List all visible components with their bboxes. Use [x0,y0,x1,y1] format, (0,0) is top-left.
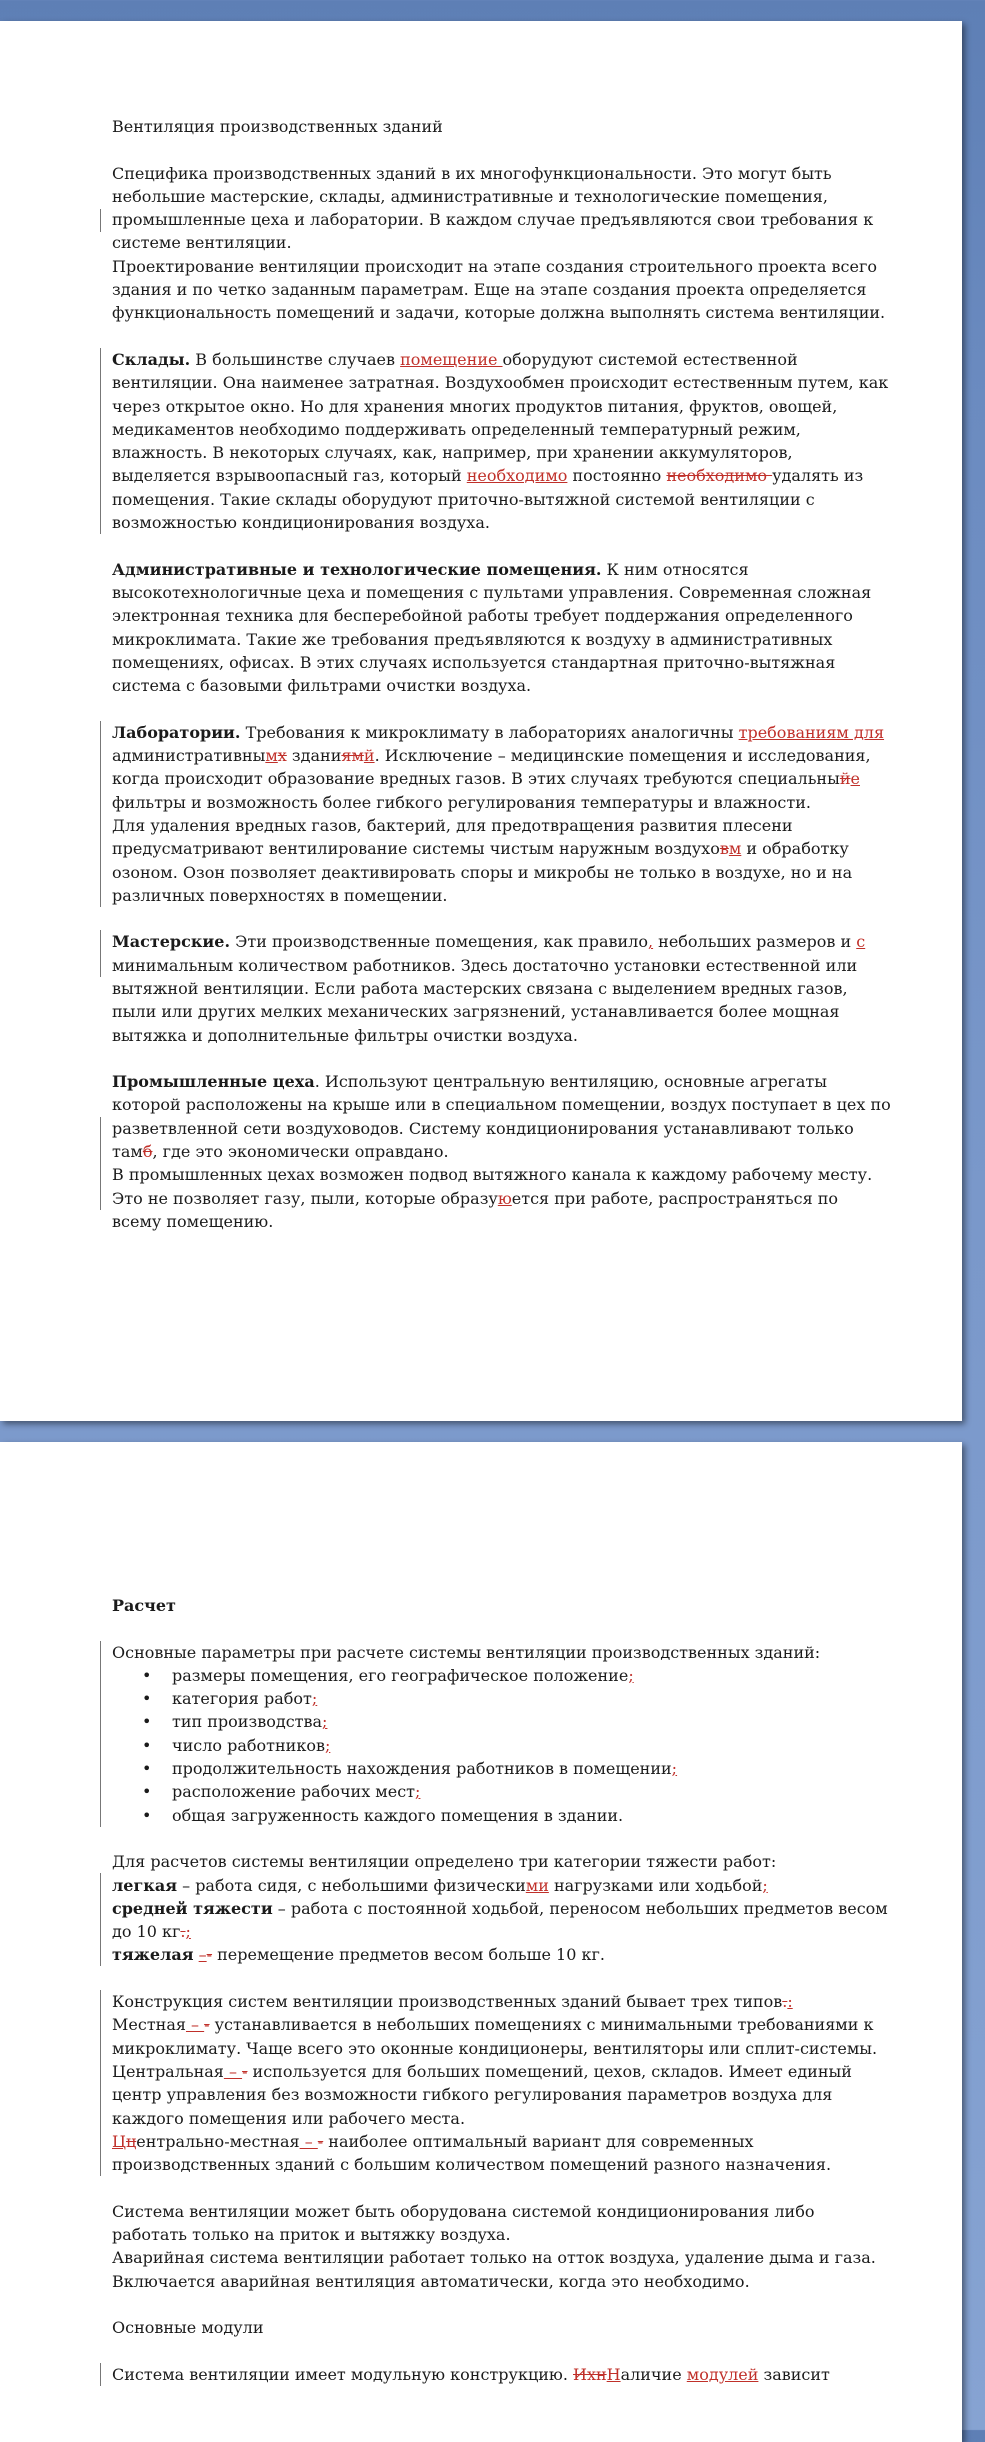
construction-intro [112,1990,892,2013]
insertion: ; [762,1875,768,1895]
deletion: ям [341,746,364,766]
text-run: – работа сидя, с небольшими физически [177,1875,526,1895]
text-run: нагрузками или ходьбой [548,1875,763,1895]
lab-heading: Лаборатории. [112,722,241,742]
change-bar [100,1117,101,1210]
list-item-text: размеры помещения, его географическое положение [172,1665,629,1685]
text-run: аличие [620,2364,687,2384]
text-run: Требования к микроклимату в лабораториях аналогичны [240,722,739,742]
insertion: необходимо [466,466,568,486]
insertion: ю [497,1188,512,1208]
insertion: м [728,839,742,859]
text-run: используется для больших помещений, цехов, складов. Имеет единый центр управления без возможности гибкого регулирования параметров воздуха для каждого помещения или рабочего места. [112,2061,852,2128]
category-medium [112,1897,892,1944]
lab-paragraph-1 [112,721,892,814]
list-item-text: категория работ [172,1689,312,1709]
deletion: ц [125,2131,137,2151]
change-bar [100,209,101,232]
system-paragraph-1: Система вентиляции может быть оборудована системой кондиционирования либо работать только на приток и вытяжку воздуха. [112,2201,815,2245]
deletion: - [206,1945,213,1965]
text-run: небольших размеров и [653,932,857,952]
list-item [172,1687,892,1710]
insertion: ; [628,1665,634,1685]
text-run: ется при работе, распространяться по всему помещению. [112,1188,839,1231]
insertion: ми [525,1875,549,1895]
section-title-text: Расчет [112,1596,176,1615]
document-page-1 [0,21,962,1421]
deletion: - [242,2061,248,2081]
insertion: ; [671,1759,678,1779]
insertion: й [363,746,375,766]
text-run: Эти производственные помещения, как правило [230,932,648,952]
list-item-text: число работников [172,1735,325,1755]
list-item [172,1710,892,1733]
text-run: устанавливается в небольших помещениях с минимальными требованиями к микроклимату. Чаще всего это оконные кондиционеры, вентиляторы или сплит-системы. [112,2015,878,2058]
deletion: необходимо [666,466,773,486]
admin-paragraph [112,558,892,698]
insertion: – [223,2061,243,2081]
text-run: В большинстве случаев [190,349,401,369]
text-run: наиболее оптимальный вариант для современных производственных зданий с большим количеством помещений разного назначения. [112,2131,832,2175]
admin-heading: Административные и технологические помещения. [112,559,602,579]
params-block [112,1641,892,1827]
categories-block [112,1850,892,1966]
deletion: . [180,1922,186,1942]
list-item [172,1804,892,1827]
master-paragraph [112,930,892,1046]
text-run: К ним относятся высокотехнологичные цеха и помещения с пультами управления. Современная сложная электронная техника для бесперебойной работы требует поддержания определенного микроклимата. Такие же требования предъявляются к воздуху в административных помещениях, офисах. В этих случаях используется стандартная приточно-вытяжная система с базовыми фильтрами очистки воздуха. [112,559,872,696]
section-title [112,1594,892,1617]
text-run: перемещение предметов весом больше 10 кг. [212,1945,605,1965]
text-run: , где это экономически оправдано. [152,1142,449,1162]
insertion: ; [185,1922,191,1942]
master-block [112,930,892,1046]
category-heavy-title: тяжелая [112,1945,194,1965]
category-medium-title: средней тяжести [112,1898,273,1918]
insertion: – [198,1945,207,1965]
text-run: ентрально-местная [136,2131,300,2151]
text-run: . Исключение – медицинские помещения и исследования, когда происходит образование вредных газов. В этих случаях требуются специальны [112,746,871,789]
page-1-content [112,115,892,1233]
document-page-2 [0,1442,962,2442]
lab-paragraph-2 [112,814,892,907]
insertion: – [299,2131,318,2151]
list-item [172,1780,892,1803]
intro-paragraph-2: Проектирование вентиляции происходит на этапе создания строительного проекта всего здания и по четко заданным параметрам. Еще на этапе создания проекта определяется функциональность помещений и задачи, которые должна выполнять система вентиляции. [112,256,886,323]
intro-block [112,162,892,325]
type-central [112,2060,892,2130]
text-run: постоянно [567,466,667,486]
deletion: в [719,839,729,859]
text-run: зависит [758,2364,830,2384]
list-item [172,1734,892,1757]
ceh-heading: Промышленные цеха [112,1072,315,1092]
insertion: помещение [400,349,503,369]
ceh-block [112,1070,892,1233]
text-run: оборудуют системой естественной вентиляции. Она наименее затратная. Воздухообмен происходит естественным путем, как через открытое окно. Но для хранения многих продуктов питания, фруктов, овощей, медикаментов необходимо поддерживать определенный температурный режим, влажность. В некоторых случаях, как, например, при хранении аккумуляторов, выделяется взрывоопасный газ, который [112,349,889,486]
text-run: В промышленных цехах возможен подвод вытяжного канала к каждому рабочему месту. Это не позволяет газу, пыли, которые образу [112,1165,873,1208]
insertion: модулей [686,2364,759,2384]
modules-heading: Основные модули [112,2318,264,2338]
deletion: х [277,746,287,766]
change-bar [100,2363,101,2386]
text-run: административны [112,746,266,766]
change-bar [100,1990,101,2176]
list-item-text: тип производства [172,1712,323,1732]
deletion: . [782,1992,788,2012]
params-intro: Основные параметры при расчете системы вентиляции производственных зданий: [112,1642,821,1662]
insertion: Н [606,2364,621,2384]
list-item [172,1664,892,1687]
text-run: Система вентиляции имеет модульную конструкцию. [112,2364,573,2384]
insertion: : [787,1992,793,2012]
insertion: с [856,932,866,952]
text-run: Центральная [112,2061,224,2081]
change-bar [100,721,101,907]
categories-intro: Для расчетов системы вентиляции определено три категории тяжести работ: [112,1852,777,1872]
modules-block [112,2363,892,2386]
insertion: требованиям для [738,722,885,742]
construction-block [112,1990,892,2176]
insertion: ; [324,1735,331,1755]
text-run: минимальным количеством работников. Здесь достаточно установки естественной или вытяжной вентиляции. Если работа мастерских связана с выделением вредных газов, пыли или других мелких механических загрязнений, устанавливается более мощная вытяжка и дополнительные фильтры очистки воздуха. [112,955,858,1045]
text-run: фильтры и возможность более гибкого регулирования температуры и влажности. [112,792,811,812]
modules-paragraph [112,2363,892,2386]
text-run: и обработку озоном. Озон позволяет деактивировать споры и микробы не только в воздухе, но и на различных поверхностях в помещении. [112,839,853,905]
deletion: б [142,1142,153,1162]
text-run: Местная [112,2015,186,2035]
document-title: Вентиляция производственных зданий [112,117,443,136]
change-bar [100,348,101,534]
deletion: - [317,2131,324,2151]
ceh-paragraph-1 [112,1070,892,1163]
insertion: м [265,746,278,766]
category-light [112,1874,892,1897]
ceh-paragraph-2 [112,1163,892,1233]
text-run: . Используют центральную вентиляцию, основные агрегаты которой расположены на крыше или в специальном помещении, воздух поступает в цех по разветвленной сети воздуховодов. Систему кондиционирования устанавливают только там [112,1072,891,1162]
deletion: й [839,769,851,789]
insertion: ; [311,1689,318,1709]
system-paragraph-2: Аварийная система вентиляции работает только на отток воздуха, удаление дыма и газа. Включается аварийная вентиляция автоматически, когда это необходимо. [112,2248,876,2291]
sklady-paragraph [112,348,892,534]
list-item-text: расположение рабочих мест [172,1782,416,1802]
insertion: , [647,932,654,952]
insertion: е [850,769,860,789]
change-bar [100,1873,101,1966]
type-local [112,2013,892,2060]
master-heading: Мастерские. [112,932,231,952]
lab-block [112,721,892,907]
type-central-local [112,2130,892,2177]
text-run: Конструкция систем вентиляции производственных зданий бывает трех типов [112,1992,783,2012]
params-list [112,1664,892,1827]
insertion: ; [415,1782,421,1802]
text-run: Для удаления вредных газов, бактерий, для предотвращения развития плесени предусматривают вентилирование системы чистым наружным воздухо [112,815,793,859]
list-item-text: общая загруженность каждого помещения в здании. [172,1805,624,1825]
page-2-content [112,1594,892,2386]
change-bar [100,930,101,977]
insertion: ; [322,1712,328,1732]
category-heavy [112,1943,892,1966]
insertion: Ц [112,2131,126,2151]
text-run: – работа с постоянной ходьбой, переносом небольших предметов весом до 10 кг [112,1898,888,1942]
category-light-title: легкая [112,1875,178,1895]
deletion: Ихн [573,2364,607,2384]
change-bar [100,1641,101,1827]
sklady-heading: Склады. [112,349,191,369]
intro-paragraph-1: Специфика производственных зданий в их многофункциональности. Это могут быть небольшие мастерские, склады, административные и технологические помещения, промышленные цеха и лаборатории. В каждом случае предъявляются свои требования к системе вентиляции. [112,163,874,253]
list-item-text: продолжительность нахождения работников в помещении [172,1759,672,1779]
text-run: удалять из помещения. Такие склады оборудуют приточно-вытяжной системой вентиляции с возможностью кондиционирования воздуха. [112,466,864,533]
deletion: - [204,2015,210,2035]
sklady-block [112,348,892,534]
text-run: здани [286,746,342,766]
list-item [172,1757,892,1780]
insertion: – [185,2015,205,2035]
